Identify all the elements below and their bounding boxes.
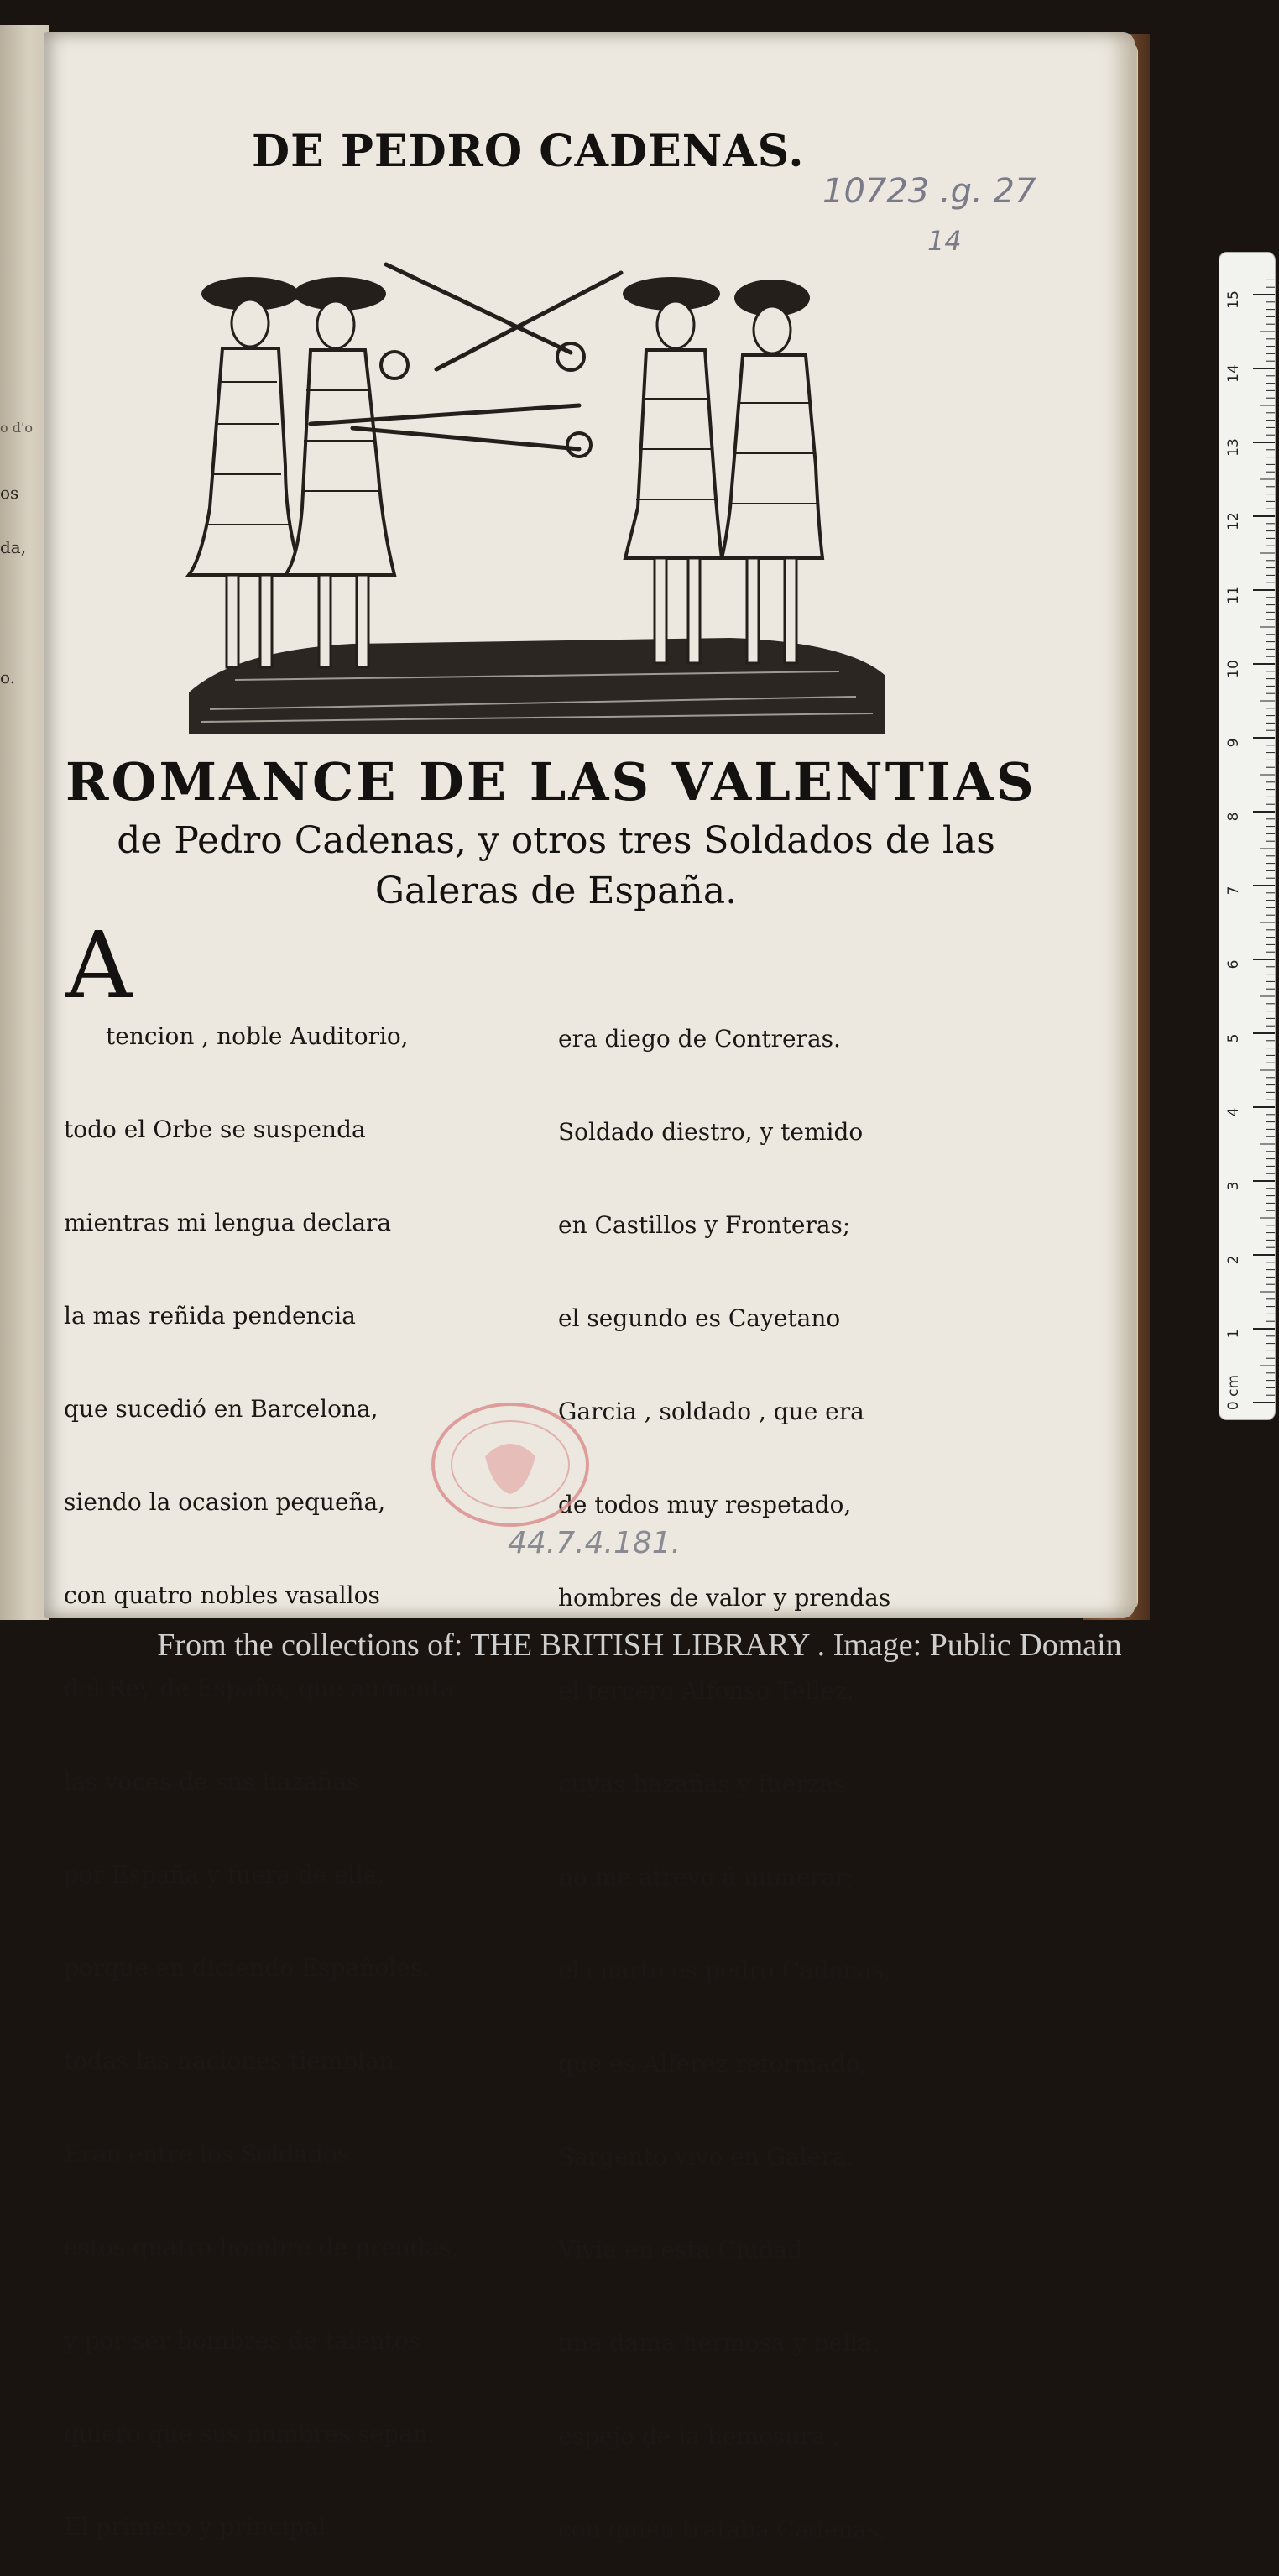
verse-line: era diego de Contreras. bbox=[558, 1025, 841, 1053]
verse-line: las voces de sns hazañas bbox=[64, 1768, 359, 1795]
ruler-mark-label: 15 bbox=[1225, 290, 1242, 309]
ruler-mark-label: 7 bbox=[1225, 886, 1242, 896]
verse-line: del Rey de España, que aumenta bbox=[64, 1675, 455, 1702]
ruler-mark-label: 5 bbox=[1225, 1033, 1242, 1043]
ruler-mark-label: 14 bbox=[1225, 364, 1242, 383]
verse-line: cuyas hazañas y fuerzas bbox=[558, 1770, 846, 1798]
ruler-mark-label: 10 bbox=[1225, 660, 1242, 678]
adjacent-page-fragment: da, bbox=[0, 537, 27, 557]
verse-line: tencion , noble Auditorio, bbox=[106, 1022, 409, 1050]
verse-line: mientras mi lengua declara bbox=[64, 1209, 392, 1236]
ruler-mark-label: 8 bbox=[1225, 812, 1242, 822]
page-title: DE PEDRO CADENAS. bbox=[252, 126, 805, 177]
figure-soldier-3 bbox=[623, 277, 722, 663]
ruler-mark-label: 4 bbox=[1225, 1107, 1242, 1117]
heading-subtitle-line: Galeras de España. bbox=[374, 870, 738, 912]
verse-line: todas las naciones tiemblan. bbox=[64, 2047, 402, 2075]
measurement-ruler bbox=[1219, 252, 1276, 1420]
verse-line: siendo la ocasion pequeña, bbox=[64, 1488, 386, 1516]
text-column-right bbox=[558, 961, 891, 2576]
verse-line: hombres de valor y prendas bbox=[558, 1584, 891, 1612]
ruler-mark-label: 9 bbox=[1225, 738, 1242, 748]
verse-line: en Castillos y Fronteras; bbox=[558, 1211, 851, 1239]
adjacent-page-fragment: o. bbox=[0, 667, 16, 687]
heading-subtitle-line: de Pedro Cadenas, y otros tres Soldados de las bbox=[117, 819, 995, 862]
verse-line: que es Alferez reformado, bbox=[558, 2050, 868, 2077]
verse-line: con quien trataba Cadenas, bbox=[558, 2516, 887, 2543]
ruler-mark-label: 13 bbox=[1225, 438, 1242, 457]
verse-line: de todos muy respetado, bbox=[558, 1491, 852, 1518]
adjacent-page-edge bbox=[0, 25, 49, 1620]
ruler-mark-label: 3 bbox=[1225, 1181, 1242, 1191]
verse-line: el tercero Alfonso Tellez, bbox=[558, 1677, 854, 1705]
ruler-unit-label: 0 cm bbox=[1225, 1374, 1242, 1411]
heading-subtitle bbox=[80, 816, 1032, 917]
drop-cap: A bbox=[65, 912, 133, 1019]
verse-line: estos quatro hombre de prendas, bbox=[64, 2234, 459, 2261]
verse-line: el cuarto es pedro Cadenas, bbox=[558, 1957, 892, 1984]
verse-line: que sucedió en Barcelona, bbox=[64, 1395, 378, 1423]
verse-line: con quatro nobles vasallos bbox=[64, 1581, 380, 1609]
manuscript-annotation: 10723 .g. 27 bbox=[822, 172, 1036, 211]
adjacent-page-fragment: o d'o bbox=[0, 420, 33, 436]
verse-line: la mas reñida pendencia bbox=[64, 1302, 356, 1330]
verse-line: por España y fuera de ella, bbox=[64, 1861, 385, 1889]
figure-soldier-2 bbox=[285, 277, 394, 667]
verse-line: una dama hermosa y bella, bbox=[558, 2329, 880, 2357]
verse-line: espejo de la hemosura , bbox=[558, 2422, 841, 2450]
ruler-mark-label: 12 bbox=[1225, 512, 1242, 530]
verse-line: quiero que sus nombres sepan. bbox=[64, 2420, 436, 2448]
verse-line: porque en diciendo Españoles, bbox=[64, 1954, 431, 1982]
shelfmark-annotation: 44.7.4.181. bbox=[508, 1526, 681, 1560]
verse-line: Soldado diestro, y temido bbox=[558, 1118, 864, 1146]
woodcut-illustration bbox=[185, 256, 890, 734]
manuscript-annotation-sub: 14 bbox=[927, 225, 962, 257]
verse-line: Garcia , soldado , que era bbox=[558, 1398, 864, 1425]
verse-line: Vivia en esta Ciudad bbox=[558, 2236, 803, 2264]
ruler-mark-label: 6 bbox=[1225, 959, 1242, 969]
verse-line: El primero y principal bbox=[64, 2513, 326, 2541]
ruler-mark-label: 11 bbox=[1225, 586, 1242, 604]
library-stamp-icon bbox=[426, 1398, 594, 1532]
figure-soldier-1 bbox=[189, 277, 302, 667]
text-column-left bbox=[64, 959, 459, 2573]
verse-line: el segundo es Cayetano bbox=[558, 1304, 841, 1332]
adjacent-page-fragment: os bbox=[0, 483, 19, 503]
verse-line: y por ser hombres de talentos bbox=[64, 2327, 420, 2354]
image-credit: From the collections of: THE BRITISH LIBRARY . Image: Public Domain bbox=[157, 1628, 1122, 1663]
verse-line: no me atrevo á numerar; bbox=[558, 1863, 854, 1891]
ruler-scale bbox=[1219, 253, 1275, 1419]
ruler-mark-label: 1 bbox=[1225, 1329, 1242, 1339]
verse-line: todo el Orbe se suspenda bbox=[64, 1116, 366, 1143]
verse-line: Eran entre los Soldados bbox=[64, 2140, 350, 2168]
heading-romance: ROMANCE DE LAS VALENTIAS bbox=[65, 751, 1036, 813]
ruler-mark-label: 2 bbox=[1225, 1255, 1242, 1265]
figure-soldier-4 bbox=[722, 280, 822, 663]
verse-line: Sargento vivo en Galera. bbox=[558, 2143, 854, 2171]
